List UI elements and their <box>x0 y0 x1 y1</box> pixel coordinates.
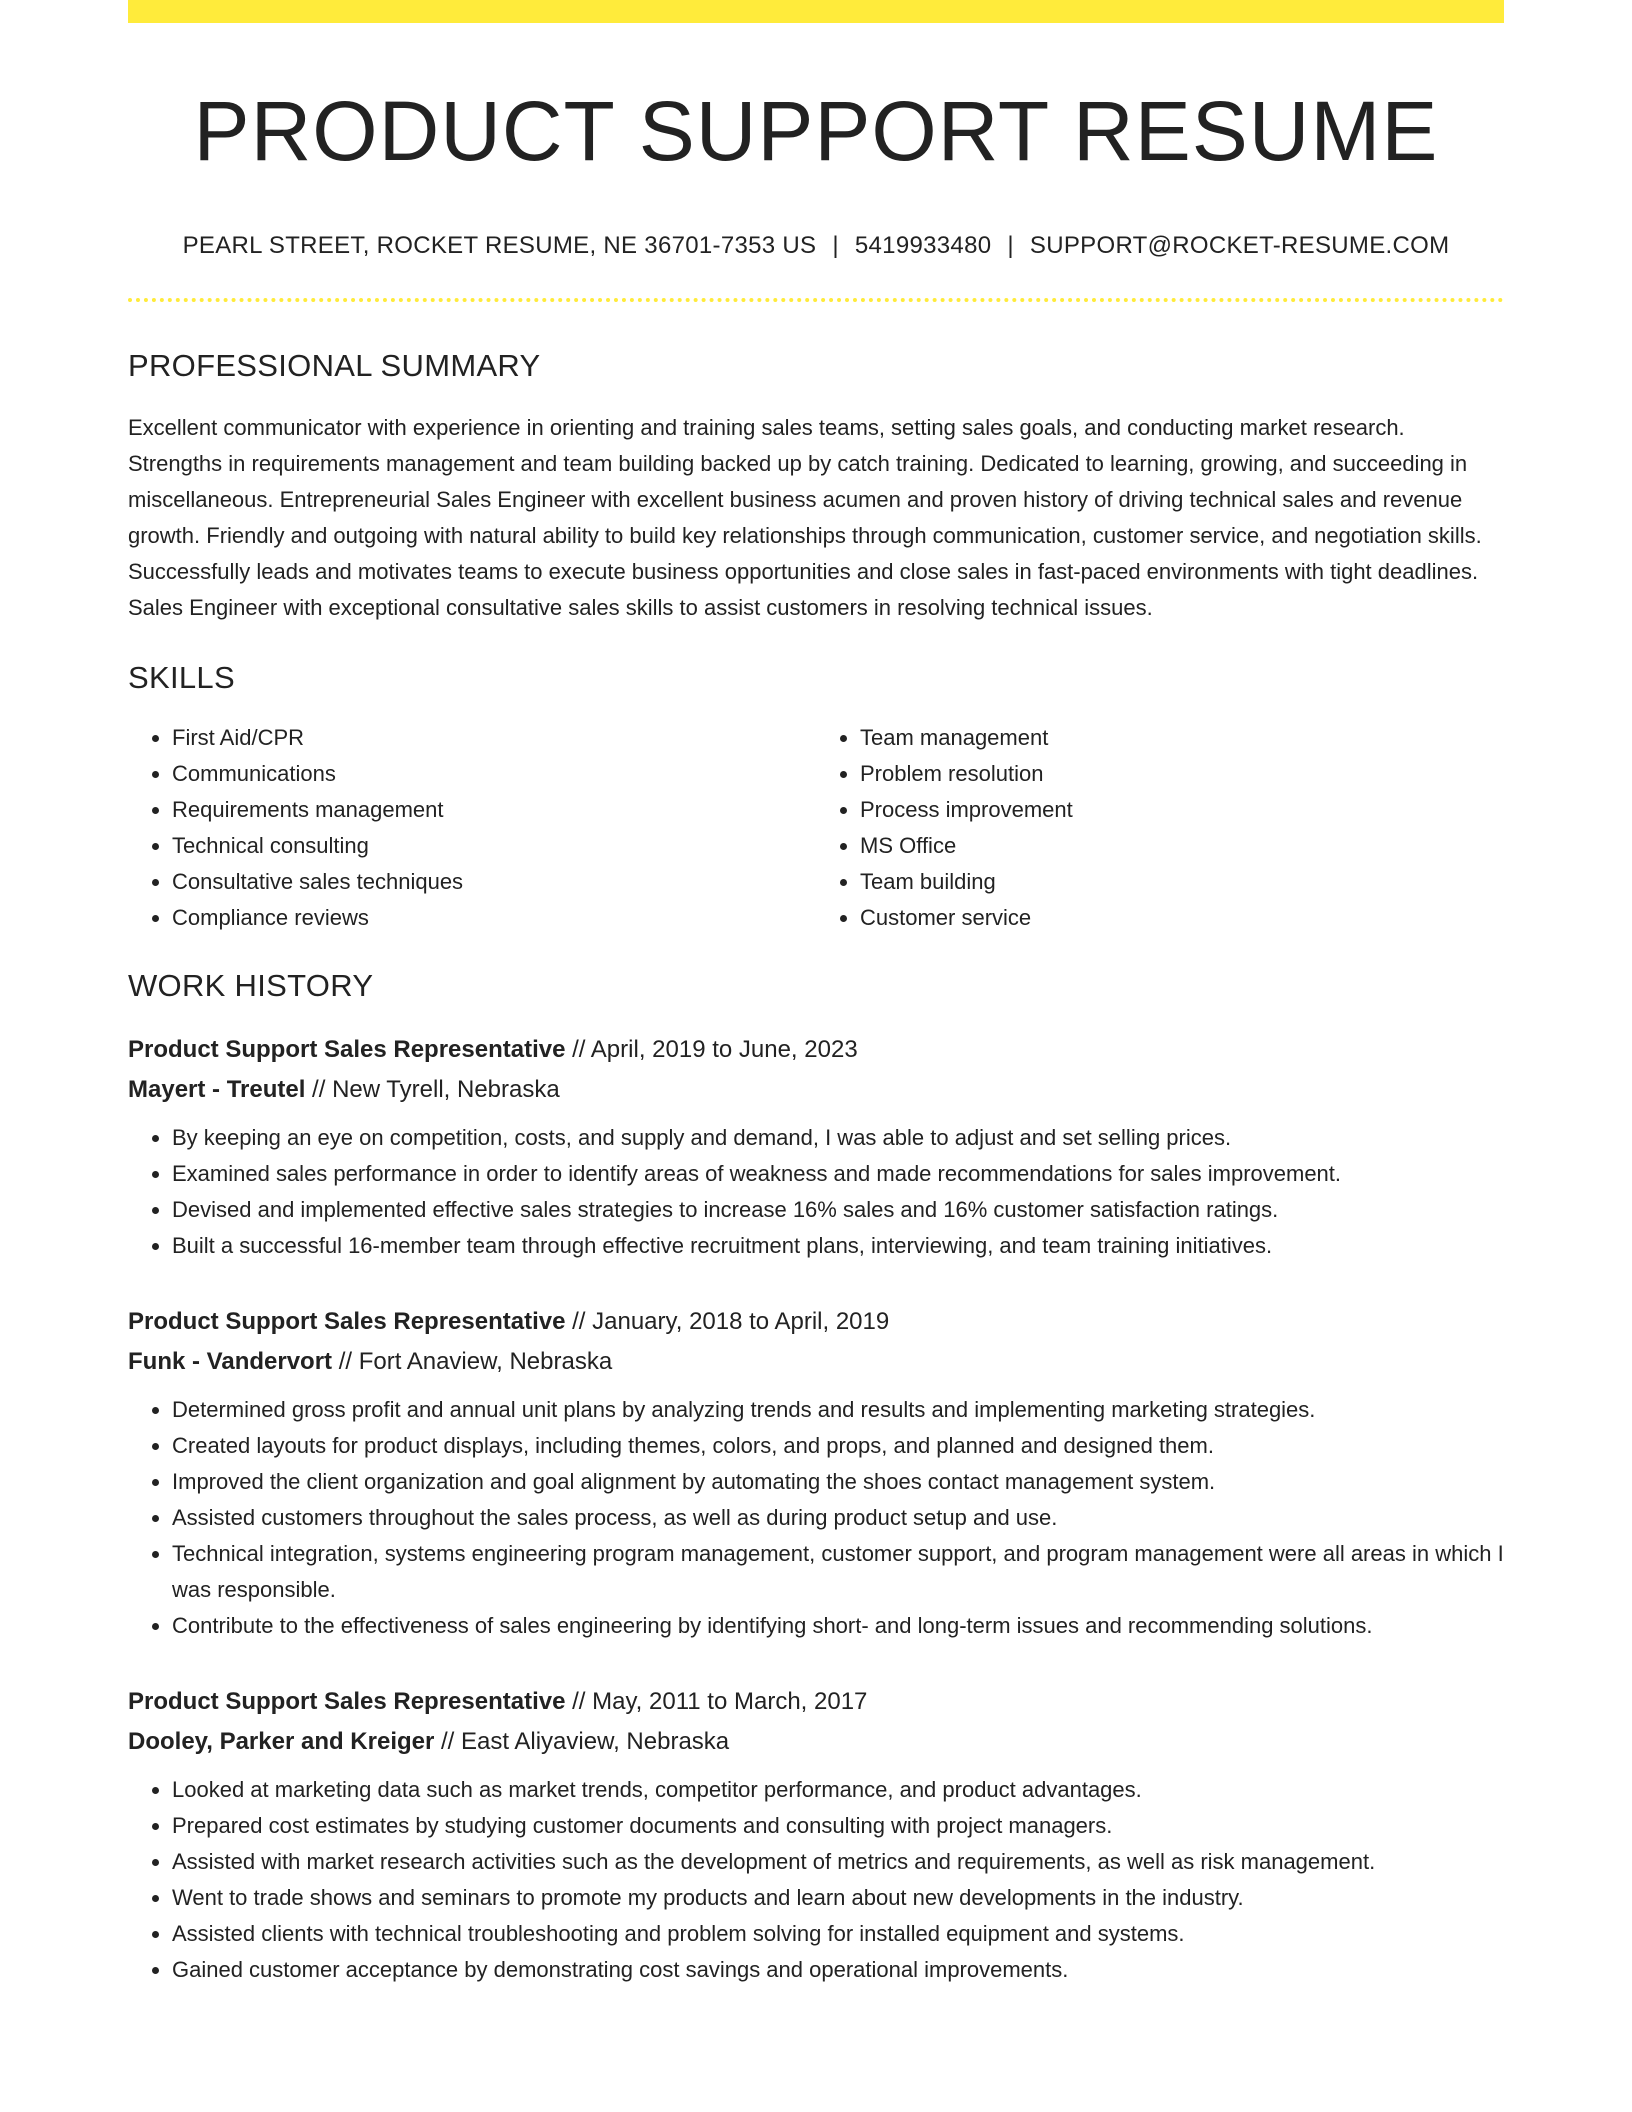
job-company: Funk - Vandervort <box>128 1348 333 1376</box>
job-dates: // May, 2011 to March, 2017 <box>565 1688 868 1716</box>
skill-item: • Team building <box>860 864 1504 900</box>
section-heading: PROFESSIONAL SUMMARY <box>128 348 541 384</box>
job-bullet: • Devised and implemented effective sales strategies to increase 16% sales and 16% customer satisfaction ratings. <box>172 1192 1504 1228</box>
job-company: Mayert - Treutel <box>128 1076 306 1104</box>
job-title-line <box>128 1030 1504 1070</box>
skill-item: • Team management <box>860 720 1504 756</box>
job-entry <box>128 1682 1504 1988</box>
header-divider <box>128 298 1504 302</box>
skill-item: • Communications <box>172 756 816 792</box>
job-entry <box>128 1030 1504 1264</box>
skill-item: • Problem resolution <box>860 756 1504 792</box>
summary-text: Excellent communicator with experience in orienting and training sales teams, setting sales goals, and conducting market research. Strengths in requirements management and team building backed up by catch training. Dedicated to learning, growing, and succeeding in miscellaneous. Entrepreneurial Sales Engineer with excellent business acumen and proven history of driving technical sales and revenue growth. Friendly and outgoing with natural ability to build key relationships through communication, customer service, and negotiation skills. Successfully leads and motivates teams to execute business opportunities and close sales in fast-paced environments with tight deadlines. Sales Engineer with exceptional consultative sales skills to assist customers in resolving technical issues. <box>128 415 1482 621</box>
skill-item: • First Aid/CPR <box>172 720 816 756</box>
skills-section <box>128 660 1504 936</box>
job-location: // East Aliyaview, Nebraska <box>434 1728 730 1756</box>
job-location: // Fort Anaview, Nebraska <box>332 1348 613 1376</box>
skill-item: • Requirements management <box>172 792 816 828</box>
job-location: // New Tyrell, Nebraska <box>305 1076 560 1104</box>
resume-title: PRODUCT SUPPORT RESUME <box>193 84 1439 178</box>
job-title-line <box>128 1682 1504 1722</box>
job-company-line <box>128 1070 1504 1110</box>
job-bullet: • Improved the client organization and goal alignment by automating the shoes contact management system. <box>172 1464 1504 1500</box>
work-history-section <box>128 968 1504 1988</box>
job-bullet: • Assisted clients with technical troubleshooting and problem solving for installed equipment and systems. <box>172 1916 1504 1952</box>
job-dates: // January, 2018 to April, 2019 <box>565 1308 890 1336</box>
skill-item: • Consultative sales techniques <box>172 864 816 900</box>
job-bullet: • Prepared cost estimates by studying customer documents and consulting with project managers. <box>172 1808 1504 1844</box>
job-company: Dooley, Parker and Kreiger <box>128 1728 435 1756</box>
job-bullet: • Examined sales performance in order to identify areas of weakness and made recommendations for sales improvement. <box>172 1156 1504 1192</box>
skill-item: • Compliance reviews <box>172 900 816 936</box>
job-bullets <box>128 1120 1504 1264</box>
job-title-line <box>128 1302 1504 1342</box>
job-title: Product Support Sales Representative <box>128 1688 566 1716</box>
job-dates: // April, 2019 to June, 2023 <box>565 1036 858 1064</box>
job-company-line <box>128 1722 1504 1762</box>
skill-item: • Process improvement <box>860 792 1504 828</box>
skills-column-left <box>128 720 816 936</box>
skill-item: • Technical consulting <box>172 828 816 864</box>
contact-phone: 5419933480 <box>854 232 992 260</box>
job-bullet: • Assisted customers throughout the sales process, as well as during product setup and use. <box>172 1500 1504 1536</box>
job-bullets <box>128 1392 1504 1644</box>
job-bullet: • Technical integration, systems engineering program management, customer support, and program management were all areas in which I was responsible. <box>172 1536 1504 1608</box>
job-bullet: • Determined gross profit and annual unit plans by analyzing trends and results and implementing marketing strategies. <box>172 1392 1504 1428</box>
contact-email: SUPPORT@ROCKET-RESUME.COM <box>1029 232 1450 260</box>
contact-separator: | <box>1007 232 1014 260</box>
job-bullet: • Assisted with market research activities such as the development of metrics and requirements, as well as risk management. <box>172 1844 1504 1880</box>
contact-address: PEARL STREET, ROCKET RESUME, NE 36701-7353 US <box>182 232 817 260</box>
section-heading: WORK HISTORY <box>128 968 374 1004</box>
job-bullet: • By keeping an eye on competition, costs, and supply and demand, I was able to adjust and set selling prices. <box>172 1120 1504 1156</box>
contact-line <box>128 232 1504 260</box>
job-bullet: • Built a successful 16-member team through effective recruitment plans, interviewing, and team training initiatives. <box>172 1228 1504 1264</box>
contact-separator: | <box>832 232 839 260</box>
job-bullet: • Gained customer acceptance by demonstrating cost savings and operational improvements. <box>172 1952 1504 1988</box>
skills-grid <box>128 720 1504 936</box>
job-title: Product Support Sales Representative <box>128 1036 566 1064</box>
top-accent-bar <box>128 0 1504 23</box>
job-bullet: • Went to trade shows and seminars to promote my products and learn about new developments in the industry. <box>172 1880 1504 1916</box>
job-bullet: • Created layouts for product displays, including themes, colors, and props, and planned and designed them. <box>172 1428 1504 1464</box>
job-company-line <box>128 1342 1504 1382</box>
job-title: Product Support Sales Representative <box>128 1308 566 1336</box>
job-bullet: • Contribute to the effectiveness of sales engineering by identifying short- and long-term issues and recommending solutions. <box>172 1608 1504 1644</box>
job-bullet: • Looked at marketing data such as market trends, competitor performance, and product advantages. <box>172 1772 1504 1808</box>
job-bullets <box>128 1772 1504 1988</box>
section-heading: SKILLS <box>128 660 235 696</box>
skills-column-right <box>816 720 1504 936</box>
professional-summary-section <box>128 348 1504 626</box>
resume-page <box>128 0 1504 1988</box>
skill-item: • Customer service <box>860 900 1504 936</box>
job-entry <box>128 1302 1504 1644</box>
skill-item: • MS Office <box>860 828 1504 864</box>
